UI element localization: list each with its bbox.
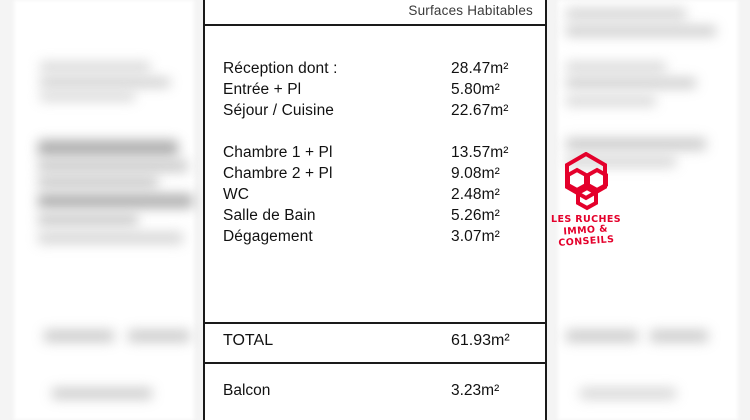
blur-text-line xyxy=(650,330,708,342)
surface-table xyxy=(203,0,621,420)
total-value: 61.93m² xyxy=(451,332,510,349)
table-row xyxy=(223,102,535,123)
blur-text-line xyxy=(38,232,183,244)
watermark-line-1: LES RUCHES xyxy=(551,214,621,225)
blur-text-line xyxy=(566,8,686,20)
total-divider-bottom xyxy=(205,362,545,364)
blur-text-line xyxy=(38,160,188,172)
row-label: Chambre 2 + Pl xyxy=(223,165,333,182)
table-row xyxy=(223,186,535,207)
blur-text-line xyxy=(38,214,138,226)
table-row xyxy=(223,81,535,102)
row-value: 28.47m² xyxy=(451,60,509,77)
header-divider xyxy=(205,24,545,26)
blur-text-line xyxy=(566,156,676,167)
blur-text-line xyxy=(38,176,158,188)
blur-text-line xyxy=(580,388,676,399)
blur-text-line xyxy=(566,26,716,36)
row-value: 13.57m² xyxy=(451,144,509,161)
balcon-value: 3.23m² xyxy=(451,382,500,399)
row-label: Salle de Bain xyxy=(223,207,316,224)
balcon-row xyxy=(223,382,535,400)
blur-text-line xyxy=(566,330,638,342)
row-label: Séjour / Cuisine xyxy=(223,102,335,119)
blur-text-line xyxy=(38,140,178,156)
row-value: 3.07m² xyxy=(451,228,500,245)
table-row xyxy=(223,228,535,249)
table-row xyxy=(223,60,535,81)
row-value: 2.48m² xyxy=(451,186,500,203)
row-label: WC xyxy=(223,186,250,203)
blur-text-line xyxy=(566,62,666,72)
total-divider-top xyxy=(205,322,545,324)
row-label: Réception dont : xyxy=(223,60,338,77)
total-row xyxy=(223,332,535,350)
row-value: 5.26m² xyxy=(451,207,500,224)
blur-text-line xyxy=(128,330,190,342)
total-label: TOTAL xyxy=(223,332,274,349)
table-row xyxy=(223,207,535,228)
blur-text-line xyxy=(44,330,114,342)
blur-text-line xyxy=(566,138,706,150)
blur-text-line xyxy=(38,194,193,208)
blur-text-line xyxy=(40,78,170,87)
table-row xyxy=(223,144,535,165)
row-value: 5.80m² xyxy=(451,81,500,98)
table-row xyxy=(223,165,535,186)
row-label: Chambre 1 + Pl xyxy=(223,144,333,161)
surface-rows xyxy=(223,60,535,249)
row-value: 9.08m² xyxy=(451,165,500,182)
row-value: 22.67m² xyxy=(451,102,509,119)
balcon-label: Balcon xyxy=(223,382,271,399)
blur-text-line xyxy=(40,62,150,72)
watermark-line-2: IMMO & CONSEILS xyxy=(558,223,615,249)
row-label: Entrée + Pl xyxy=(223,81,302,98)
blur-text-line xyxy=(566,78,696,88)
row-label: Dégagement xyxy=(223,228,313,245)
blur-text-line xyxy=(566,96,656,106)
blur-text-line xyxy=(52,388,152,399)
blur-text-line xyxy=(40,92,135,101)
table-header-title: Surfaces Habitables xyxy=(408,3,533,18)
